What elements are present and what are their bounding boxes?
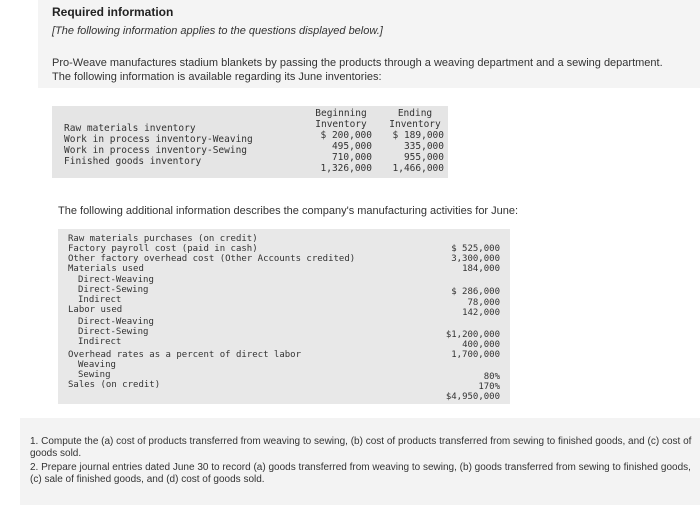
activity-value: 78,000	[467, 298, 500, 308]
col-beginning-header: Beginning Inventory	[315, 108, 367, 130]
required-info-subtitle: [The following information applies to the questions displayed below.]	[52, 25, 383, 37]
activity-label: Labor used	[68, 305, 123, 315]
activity-value: $4,950,000	[445, 392, 500, 402]
required-info-title: Required information	[52, 5, 174, 19]
activity-label: Direct-Sewing	[78, 327, 149, 337]
activity-label: Indirect	[78, 337, 122, 347]
activity-label: Sales (on credit)	[68, 380, 161, 390]
activity-value: 184,000	[462, 264, 500, 274]
additional-info-intro: The following additional information describes the company's manufacturing activities for June:	[58, 205, 519, 217]
inventory-beginning-value: $ 200,000	[320, 130, 372, 141]
activity-label: Indirect	[78, 295, 122, 305]
intro-paragraph: Pro-Weave manufactures stadium blankets by passing the products through a weaving department and a sewing department. The following information is available regarding its June inventories:	[52, 57, 663, 83]
inventory-row-label: Work in process inventory-Weaving	[64, 134, 253, 145]
activity-label: Materials used	[68, 264, 144, 274]
inventory-ending-value: 1,466,000	[392, 163, 444, 174]
activity-value: $ 525,000	[451, 244, 500, 254]
activity-label: Overhead rates as a percent of direct labor	[68, 350, 301, 360]
inventory-ending-value: 335,000	[403, 141, 444, 152]
activity-label: Raw materials purchases (on credit)	[68, 234, 258, 244]
activity-value: 170%	[478, 382, 500, 392]
activity-value: 400,000	[462, 340, 500, 350]
inventory-row-label: Work in process inventory-Sewing	[64, 145, 248, 156]
inventory-beginning-value: 710,000	[331, 152, 372, 163]
col-ending-header: Ending Inventory	[389, 108, 441, 130]
inventory-beginning-value: 495,000	[331, 141, 372, 152]
activity-value: 80%	[483, 372, 500, 382]
inventory-ending-value: $ 189,000	[392, 130, 444, 141]
inventory-row-label: Raw materials inventory	[64, 123, 196, 134]
question-2: 2. Prepare journal entries dated June 30 to record (a) goods transferred from weaving to sewing, (b) goods transferred from sewing to finished goods, (c) sale of finished goods, and (d) cost of goods sold.	[30, 462, 691, 485]
inventory-beginning-value: 1,326,000	[320, 163, 372, 174]
activity-label: Other factory overhead cost (Other Accounts credited)	[68, 254, 356, 264]
activity-label: Direct-Sewing	[78, 285, 149, 295]
question-1: 1. Compute the (a) cost of products transferred from weaving to sewing, (b) cost of products transferred from sewing to finished goods, and (c) cost of goods sold.	[30, 436, 692, 459]
activity-value: 3,300,000	[451, 254, 500, 264]
inventory-table	[52, 106, 448, 178]
inventory-row-label: Finished goods inventory	[64, 156, 202, 167]
activity-label: Direct-Weaving	[78, 275, 154, 285]
activities-table	[58, 229, 510, 404]
inventory-ending-value: 955,000	[403, 152, 444, 163]
activity-label: Weaving	[78, 360, 116, 370]
activity-value: $ 286,000	[451, 287, 500, 297]
questions	[30, 436, 692, 488]
activity-value: 1,700,000	[451, 350, 500, 360]
activity-label: Sewing	[78, 370, 111, 380]
activity-value: $1,200,000	[445, 330, 500, 340]
activity-label: Direct-Weaving	[78, 317, 154, 327]
activity-label: Factory payroll cost (paid in cash)	[68, 244, 258, 254]
activity-value: 142,000	[462, 308, 500, 318]
